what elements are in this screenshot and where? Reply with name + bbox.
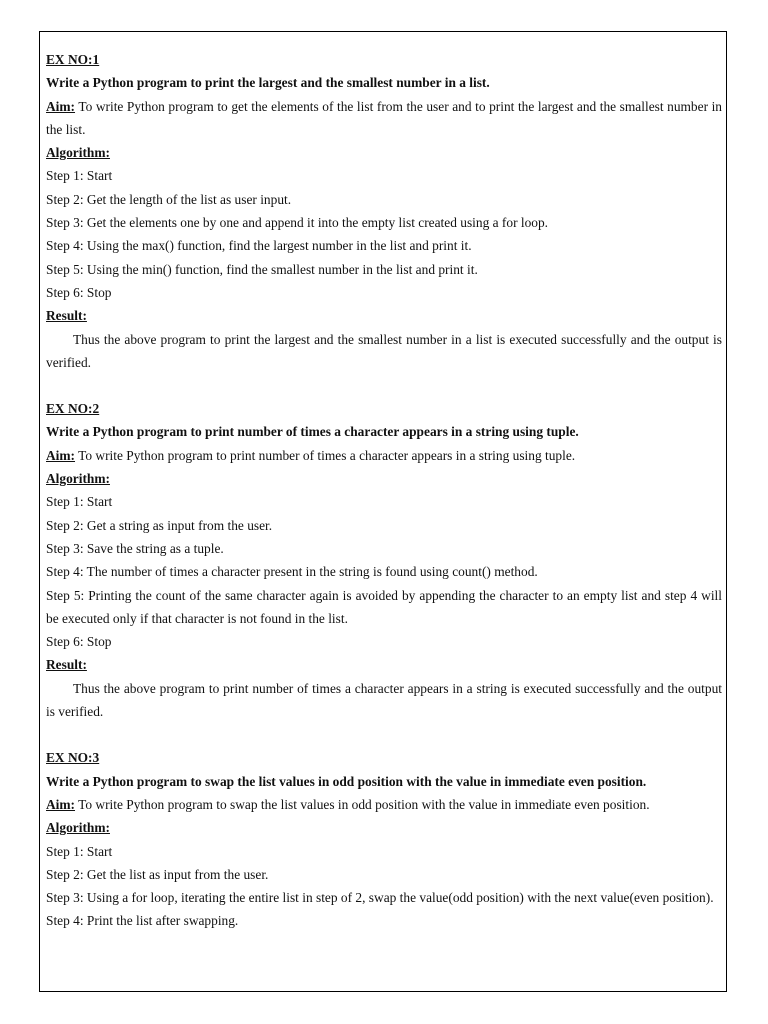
algorithm-step: Step 3: Save the string as a tuple. [46, 540, 224, 556]
section-ex1 [46, 48, 722, 374]
aim-text: To write Python program to print number of times a character appears in a string using tuple. [78, 447, 576, 463]
section-ex2 [46, 397, 722, 723]
aim-label: Aim: [46, 447, 76, 463]
algorithm-label: Algorithm: [46, 471, 110, 487]
algorithm-label: Algorithm: [46, 820, 110, 836]
ex-number: EX NO:1 [46, 52, 100, 67]
algorithm-step: Step 3: Using a for loop, iterating the entire list in step of 2, swap the value(odd position) with the next value(even position). [46, 890, 714, 906]
algorithm-step: Step 4: The number of times a character present in the string is found using count() method. [46, 564, 538, 580]
document-body [46, 48, 722, 933]
algorithm-step: Step 5: Printing the count of the same character again is avoided by appending the character to an empty list and step 4 will be executed only if that character is not found in the list. [46, 587, 722, 626]
aim-paragraph [46, 95, 722, 142]
aim-label: Aim: [46, 98, 76, 114]
aim-paragraph [46, 444, 722, 467]
algorithm-step: Step 3: Get the elements one by one and append it into the empty list created using a for loop. [46, 215, 549, 231]
result-text: Thus the above program to print number of times a character appears in a string is executed successfully and the output is verified. [46, 680, 722, 720]
algorithm-step: Step 5: Using the min() function, find the smallest number in the list and print it. [46, 261, 478, 277]
algorithm-step: Step 2: Get the list as input from the user. [46, 866, 269, 882]
section-ex3 [46, 746, 722, 932]
exercise-title: Write a Python program to print number of times a character appears in a string using tuple. [46, 424, 579, 440]
aim-text: To write Python program to get the elements of the list from the user and to print the largest and the smallest number in the list. [46, 98, 723, 137]
algorithm-step: Step 1: Start [46, 843, 113, 859]
algorithm-step: Step 6: Stop [46, 284, 112, 300]
algorithm-step: Step 1: Start [46, 168, 113, 184]
algorithm-label: Algorithm: [46, 145, 110, 161]
result-text: Thus the above program to print the largest and the smallest number in a list is executed successfully and the output is verified. [46, 331, 722, 370]
algorithm-step: Step 4: Using the max() function, find the largest number in the list and print it. [46, 238, 472, 254]
aim-text: To write Python program to swap the list values in odd position with the value in immediate even position. [78, 796, 650, 812]
algorithm-step: Step 2: Get a string as input from the user. [46, 517, 273, 533]
algorithm-step: Step 6: Stop [46, 634, 112, 650]
result-label: Result: [46, 308, 87, 324]
result-label: Result: [46, 657, 87, 673]
aim-paragraph [46, 793, 722, 816]
section-spacer [46, 723, 722, 746]
ex-number: EX NO:2 [46, 401, 100, 417]
exercise-title: Write a Python program to print the largest and the smallest number in a list. [46, 75, 490, 91]
algorithm-step: Step 2: Get the length of the list as user input. [46, 191, 292, 207]
algorithm-step: Step 4: Print the list after swapping. [46, 913, 239, 929]
section-spacer [46, 374, 722, 397]
exercise-title: Write a Python program to swap the list values in odd position with the value in immediate even position. [46, 773, 647, 789]
algorithm-step: Step 1: Start [46, 494, 113, 510]
aim-label: Aim: [46, 796, 76, 812]
ex-number: EX NO:3 [46, 750, 100, 766]
